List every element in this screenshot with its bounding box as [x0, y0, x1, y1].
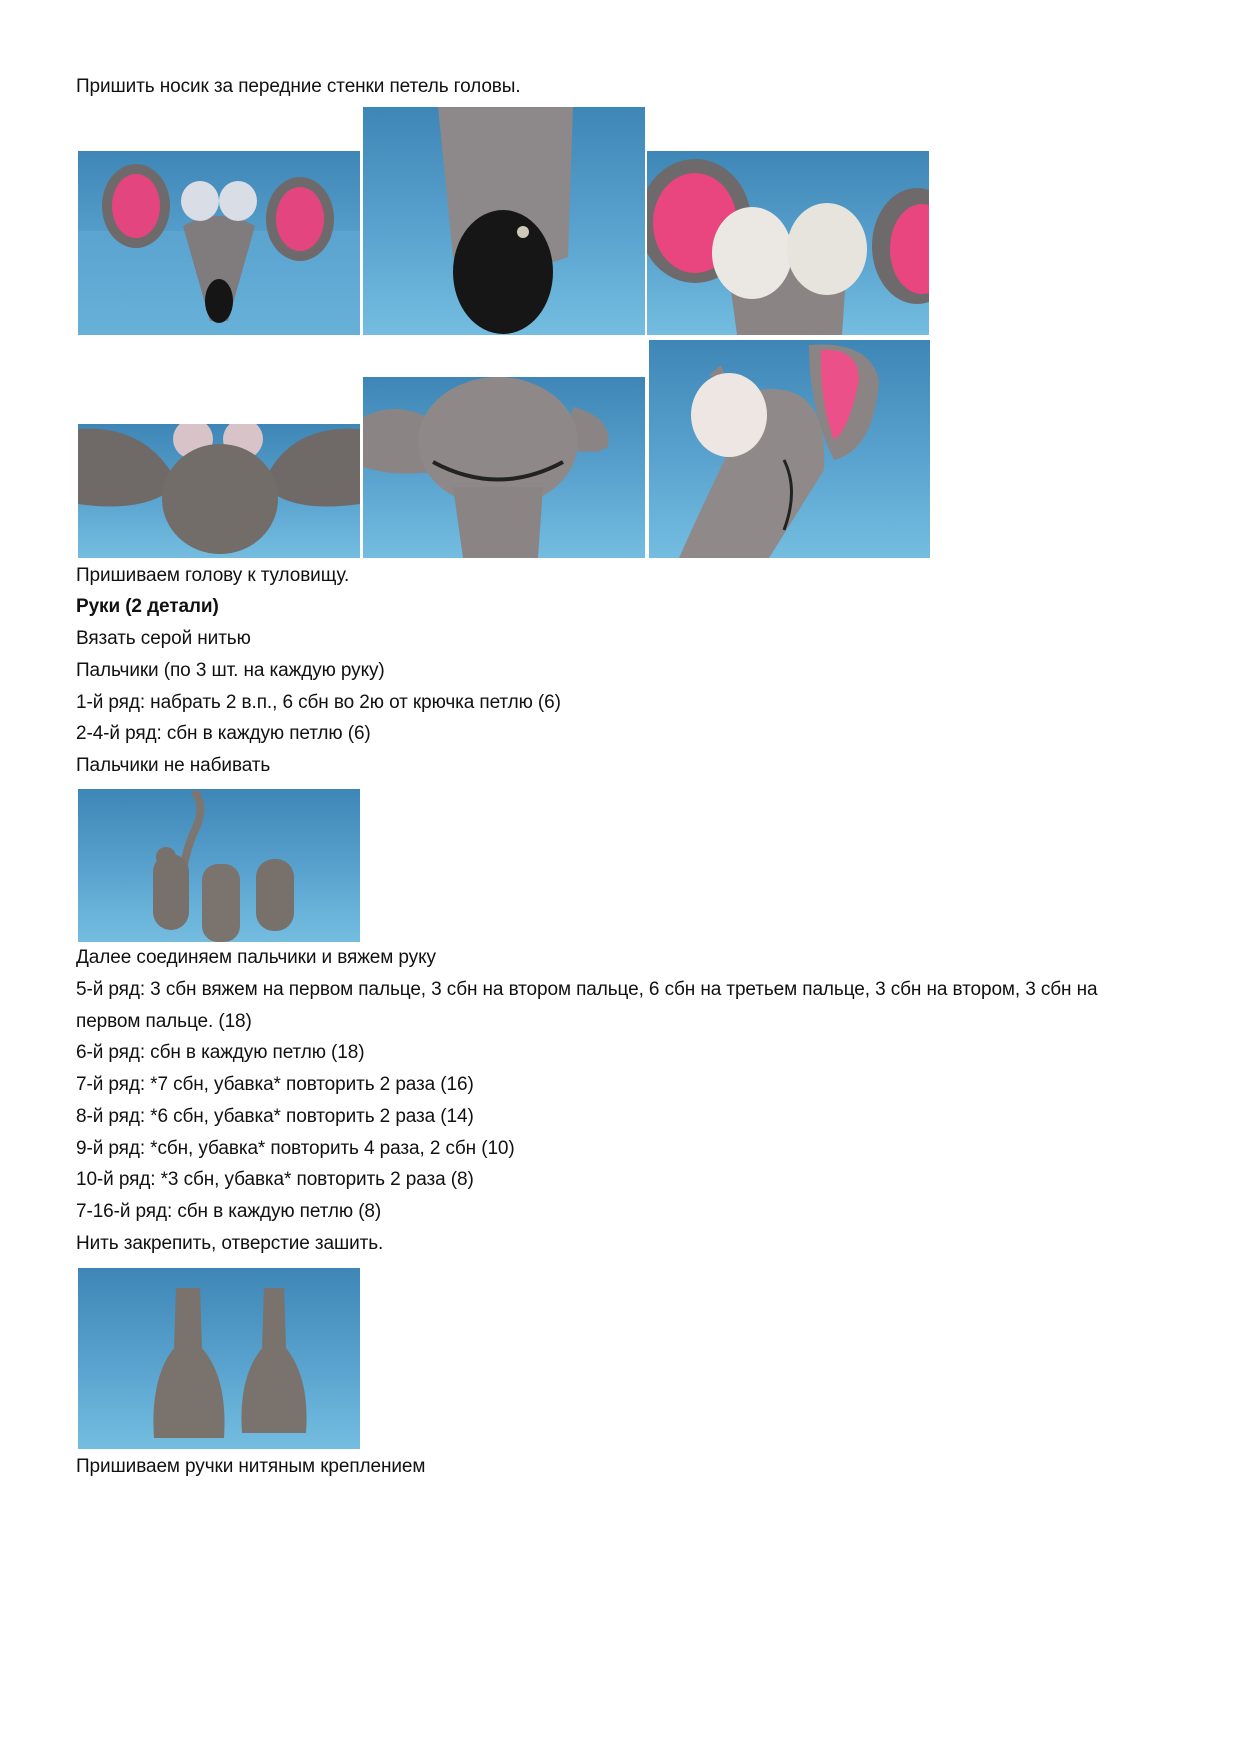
yarn-instruction: Вязать серой нитью — [76, 628, 251, 649]
arm-row-6: 6-й ряд: сбн в каждую петлю (18) — [76, 1042, 365, 1063]
arm-row-7-16: 7-16-й ряд: сбн в каждую петлю (8) — [76, 1201, 382, 1222]
arm-row-9: 9-й ряд: *сбн, убавка* повторить 4 раза, 2 сбн (10) — [76, 1138, 515, 1159]
arm-row-8: 8-й ряд: *6 сбн, убавка* повторить 2 раза (14) — [76, 1106, 474, 1127]
head-top-view-photo — [363, 377, 645, 558]
intro-text: Пришить носик за передние стенки петель головы. — [76, 76, 521, 97]
arm-row-5: 5-й ряд: 3 сбн вяжем на первом пальце, 3 сбн на втором пальце, 6 сбн на третьем пальце, 3 сбн на втором, 3 сбн на первом пальце. (18) — [76, 979, 1098, 1032]
fingers-note: Пальчики не набивать — [76, 755, 271, 776]
three-fingers-photo — [78, 789, 360, 942]
attach-head-text: Пришиваем голову к туловищу. — [76, 565, 350, 586]
join-fingers-text: Далее соединяем пальчики и вяжем руку — [76, 947, 436, 968]
finger-row-2-4: 2-4-й ряд: сбн в каждую петлю (6) — [76, 723, 371, 744]
mouse-head-front-with-nose-photo — [78, 151, 360, 335]
eyes-and-ears-closeup-photo — [647, 151, 929, 335]
arm-row-7: 7-й ряд: *7 сбн, убавка* повторить 2 раза (16) — [76, 1074, 474, 1095]
arms-section-heading: Руки (2 детали) — [76, 596, 219, 617]
nose-closeup-photo — [363, 107, 645, 335]
head-side-view-photo — [649, 340, 930, 558]
arm-row-10: 10-й ряд: *3 сбн, убавка* повторить 2 раза (8) — [76, 1169, 474, 1190]
fingers-title: Пальчики (по 3 шт. на каждую руку) — [76, 660, 385, 681]
two-arms-photo — [78, 1268, 360, 1449]
head-back-view-photo — [78, 424, 360, 558]
attach-arms-text: Пришиваем ручки нитяным креплением — [76, 1456, 426, 1477]
finish-text: Нить закрепить, отверстие зашить. — [76, 1233, 384, 1254]
finger-row-1: 1-й ряд: набрать 2 в.п., 6 сбн во 2ю от крючка петлю (6) — [76, 692, 561, 713]
